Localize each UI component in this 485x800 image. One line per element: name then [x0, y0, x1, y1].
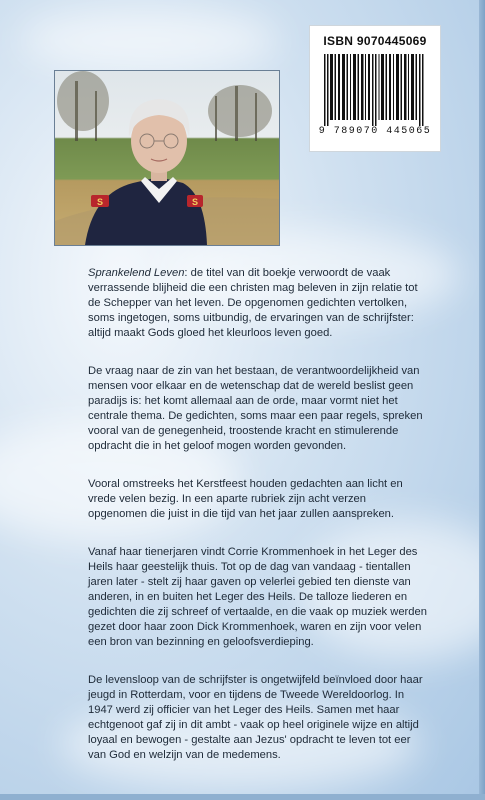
svg-text:S: S	[191, 197, 199, 207]
blurb-paragraph-3: Vooral omstreeks het Kerstfeest houden gedachten aan licht en vrede velen bezig. In een aparte rubriek zijn acht verzen opgenomen die juist in die tijd van het jaar zullen aanspreken.	[88, 478, 403, 520]
barcode-digits: 9 789070 445065	[318, 126, 432, 137]
blurb-paragraph-1-text: : de titel van dit boekje verwoordt de vaak verrassende blijheid die een christen mag beleven in zijn relatie tot de Schepper van het leven. De opgenomen gedichten vertolken, soms ingetogen, soms uitbundig, de ervaringen van de schrijfster: altijd maakt Gods gloed het kleurloos leven goed.	[88, 267, 418, 339]
blurb-paragraph-4: Vanaf haar tienerjaren vindt Corrie Krommenhoek in het Leger des Heils haar geestelijk thuis. Tot op de dag van vandaag - tientallen jaren later - stelt zij haar gaven op velerlei gebied ten dienste van anderen, in en buiten het Leger des Heils. De talloze liederen en gedichten die zij schreef of vertaalde, en die vaak op muziek werden gezet door haar zoon Dick Krommenhoek, waren en zijn voor velen een bron van bezinning en geloofsverdieping.	[88, 546, 427, 648]
isbn-barcode-label	[309, 25, 441, 152]
back-cover-blurb	[88, 266, 428, 786]
book-bottom-edge	[0, 794, 485, 800]
isbn-number: ISBN 9070445069	[323, 34, 427, 48]
blurb-paragraph-5: De levensloop van de schrijfster is ongetwijfeld beïnvloed door haar jeugd in Rotterdam, voor en tijdens de Tweede Wereldoorlog. In 1947 werd zij officier van het Leger des Heils. Samen met haar echtgenoot gaf zij in dit ambt - vaak op heel originele wijze en altijd loyaal en bewogen - gestalte aan Jezus' opdracht te leven tot eer van God en welzijn van de medemens.	[88, 674, 423, 761]
cloud-decoration	[20, 10, 280, 70]
book-title-italic: Sprankelend Leven	[88, 267, 185, 279]
author-photo	[54, 70, 280, 246]
portrait-photo-icon	[55, 71, 279, 245]
blurb-paragraph-2: De vraag naar de zin van het bestaan, de verantwoordelijkheid van mensen voor elkaar en de wetenschap dat de wereld beslist geen paradijs is: het komt allemaal aan de orde, maar vormt niet het centrale thema. De gedichten, soms maar een paar regels, spreken vooral van de genegenheid, troostende kracht en stimulerende opdracht die in het geloof mogen worden gevonden.	[88, 365, 423, 452]
barcode-icon	[324, 54, 426, 126]
blurb-paragraph-1	[88, 266, 428, 341]
book-spine-edge	[479, 0, 485, 800]
svg-text:S: S	[96, 197, 104, 207]
